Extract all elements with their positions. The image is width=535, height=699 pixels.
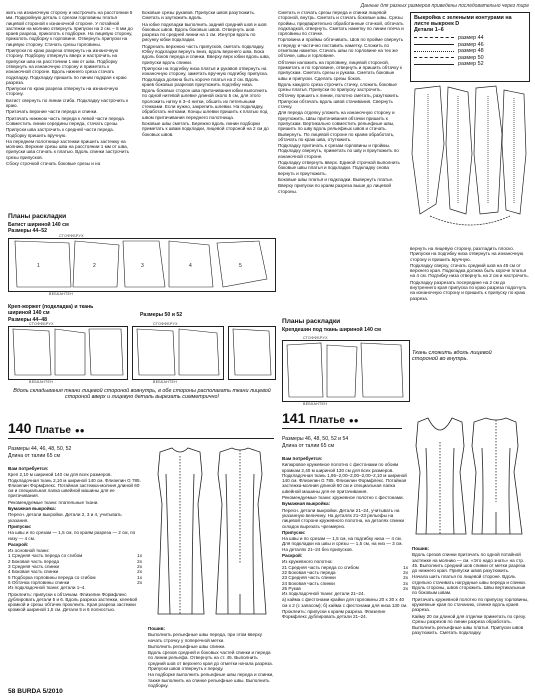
legend-row: размер 50 bbox=[414, 54, 526, 61]
sewing-title: Пошив: bbox=[148, 626, 166, 631]
paragraph: На переднем полотнище застежки пришить застежку на молнию. Верхние срезы шва на расстоянии 1 мм от шва, припуски шва стачать к платью. Вдоль спинки застрочить срезы припусков. bbox=[6, 138, 129, 160]
fabric3-sizes: Размеры 50 и 52 bbox=[140, 312, 183, 318]
layout141-note: Ткань сложить вдоль лицевой стороной во внутрь. bbox=[412, 350, 492, 363]
layout-plan-2: СТОФФБРУХ ВЕБКАНТЕН bbox=[8, 326, 128, 380]
paragraph: жить на изнаночную сторону и настрочить на расстоянии 5 мм. Подкройную деталь с срезом горловины платья лицевой стороной к изнаночной стороне. У потайной застежки на молнию отвернуть припуски на 2 см. – 5 мм до краев разреза, приколоть к подборке. На лицевую сторону, приколоть подборку к горловине. Отвернуть припуски на лицевую сторону. Стачать срезы горловины. bbox=[6, 10, 133, 47]
cut-list bbox=[282, 565, 408, 591]
legend-row: размер 48 bbox=[414, 48, 526, 55]
fabric1-label: Батист шириной 140 см bbox=[8, 222, 69, 228]
pattern-title: Бумажная выкройка: bbox=[282, 501, 331, 507]
dress-140-drawing bbox=[150, 444, 274, 622]
paragraph: Припуски по краю разреза отвернуть на изнаночную сторону. bbox=[6, 86, 119, 97]
model141-sizes: Размеры 46, 48, 50, 52 и 54 bbox=[282, 436, 349, 442]
paragraph: Горловина и проймы обтачивать. Шов по пройме свернуть к переду и частично поставить наметку. Сложить по отметкам наметки. Стачать швы по горловине на тех же обтачке, швы и горловине. bbox=[278, 37, 404, 59]
list-item: 3 Средняя часть спинки 2х bbox=[8, 564, 142, 570]
paragraph: Обтачки наложить на горловину, лицевой стороной, приметать и по горловине, отвернуть и пришить обтачку к припускам. Сметать срезы и рукава. Сметать боковые швы и припуски. Сделать срезы боков. bbox=[278, 59, 402, 81]
cut-list bbox=[8, 553, 142, 585]
fabric1-sizes: Размеры 44–52 bbox=[8, 228, 47, 234]
list-item: 25 Рукав 2х bbox=[282, 585, 408, 591]
paragraph: Выполнить рельефные швы спинки. bbox=[148, 643, 226, 649]
list-item: 22 Боковая часть переда 2х bbox=[282, 569, 408, 575]
dress-141-drawing bbox=[412, 412, 530, 540]
cut-sub: Из основной ткани: bbox=[8, 548, 50, 554]
cut-title: Раскрой: bbox=[282, 553, 303, 559]
model140-details bbox=[8, 466, 142, 613]
paragraph: Притачать кружевной полотно по припуску горловины, кружевные края по стачанию, спинке вдоль краев разреза. bbox=[412, 596, 529, 613]
layout-plan-3: СТОФФБРУХ ВЕБКАНТЕН bbox=[132, 326, 224, 380]
list-item: 24 Боковая часть спинки 2х bbox=[282, 580, 408, 586]
legend-row: размер 52 bbox=[414, 61, 526, 68]
pattern-title: Бумажная выкройка: bbox=[8, 506, 57, 512]
layout-plan-141: СТОФФБРУХ ВЕБКАНТЕН bbox=[282, 340, 410, 402]
text-column-2 bbox=[142, 10, 270, 137]
paragraph: Сметать и стачать срезы переда и спинки лицевой стороной, внутрь. Сметать и стачать боковые швы. Срезы проймы, предварительно обработанные стачкой, обтачать подкладкой, отвернуть. Сметать наметку по линии плеча и горловины по стачке. bbox=[278, 10, 404, 37]
text-column-1 bbox=[6, 10, 134, 166]
model140-length: Длина от талии 65 см bbox=[8, 453, 61, 459]
model140-sizes: Размеры 44, 46, 48, 50, 52 bbox=[8, 446, 72, 452]
cut-sub2: Из подкладочной ткани: детали 1–4. bbox=[8, 585, 86, 591]
paragraph: Для переда отделку уложить на изнаночную сторону и приутюжить. Швы притачивания обтачки пришить к припускам. Вертикально совместить рельефные швы, пришить по шву вдоль рельефных швов и стачать. Вывернуть. По лицевой стороне по краям обработать, обтачать по краю шва, отутюжить. bbox=[278, 110, 395, 142]
paragraph: Обтачку пришить к линии, полотно сметать, разутюжить. Припуски обтачать вдоль швов стачивания. Свернуть стачку. bbox=[278, 93, 400, 110]
layouts-title: Планы раскладки bbox=[8, 213, 67, 220]
paragraph: Подкладку разрезать посередине на 2 см до внутреннего края припуска по краю разреза подогнуть на изнаночную сторону и пришить к припуску по краю разреза. bbox=[410, 279, 527, 301]
legend-details: Детали 1–6 bbox=[414, 27, 444, 34]
svg-text:1: 1 bbox=[37, 263, 40, 269]
need-title: Вам потребуется: bbox=[8, 466, 49, 471]
page-number: 58 bbox=[8, 688, 16, 695]
model141-details bbox=[282, 456, 408, 620]
size-legend bbox=[410, 12, 530, 82]
legend-title: Выкройка с зелеными контурами на листе выкроек D bbox=[414, 15, 512, 28]
paragraph: Притачать верхние части переда и спинки. bbox=[6, 109, 98, 115]
model141-heading: 141 Платье ●● bbox=[282, 410, 359, 426]
fabrics-text: Рекомендуемые ткани: кружевное полотно с фестонами. bbox=[282, 495, 404, 501]
paragraph: Батист свернуть по линии сгиба. Подкладку настрочить к краю. bbox=[6, 97, 129, 109]
paragraph: На юбке подкладки выполнить задний средний шов и шов боковых швов. Вдоль боковых швов. Отвернуть шов разреза по средней линии на 1 см. Изнутри вдоль по рисунку юбки подкладки. bbox=[142, 21, 267, 43]
allow-text: На швы и по срезам — 1,5 см, на подгибку низа — 4 см. Для подкладки на швы и срезы — 1,5 см, на низ — 3 см. На деталях 21–24 без припусков. bbox=[282, 536, 403, 552]
model140-number: 140 bbox=[8, 420, 32, 436]
list-item: 5 Подборка горловины переда со сгибом 1х bbox=[8, 574, 142, 580]
fabric2-sizes: Размеры 44–48 bbox=[8, 317, 47, 323]
paragraph: Вверху припуски по краям разреза выше до лицевой стороны. bbox=[278, 183, 392, 194]
legend-row: размер 46 bbox=[414, 41, 526, 48]
paragraph: Выполнить рельефные швы переда, при этом вверху начать строчку у поперечной метки. bbox=[148, 632, 263, 643]
allow-title: Припуски: bbox=[8, 523, 32, 529]
issue: 5/2010 bbox=[42, 688, 63, 695]
layout-plan-1: СТОФФБРУХ ВЕБКАНТЕН 1 2 3 4 5 bbox=[8, 238, 276, 292]
list-item: 21 Средняя часть переда со сгибом 1х bbox=[282, 564, 408, 570]
paragraph: Подкладку притачать к срезам горловины и проймы. Подкладку свернуть, приметать по шву и приутюжить по изнаночной стороне. bbox=[278, 143, 399, 159]
paragraph: Начала шить платья по лицевой стороне. Вдоль отдельно стачивать нагрудные швы переда и спинки. Вдоль стороны, швов сторожить. Швы вертикальные по боковым швам. bbox=[412, 574, 526, 596]
paragraph: На подборке выполнить рельефные швы переда и спинки, также выполнить на спинке рельефные швы. Выполнить подборку. bbox=[148, 672, 274, 688]
cut-sub: Из кружевного полотна: bbox=[282, 559, 333, 565]
paragraph: Вдоль боковых сторон шва притачивания юбки выполнить по одной нитевой шлевке длиной около 5 см, для этого проложить нитку в 3–4 нитки, обшить их петельными стежками. Если нужно, закрепить шлевки. На подкладку, обработать нитками. Концы шлевки пришить к платью под швом притачивания переднего полотнища. bbox=[142, 88, 268, 120]
pattern-pieces-drawing bbox=[410, 84, 530, 244]
allow-text: На швы и по срезам — 1,5 см, по краям разреза — 2 см, по низу — 4 см. bbox=[8, 530, 136, 541]
tail-text-2: Проклеить: припуски к краям разреза. Флизелин Формфлекс дублировать детали 21–24. bbox=[282, 609, 386, 620]
svg-text:4: 4 bbox=[189, 263, 192, 269]
paragraph: Припуски на подгибку низа платья и рукавов отвернуть на изнаночную сторону, заметать вручную подгибку припуска. Подкладка должна быть короче платья на 2 см. Вдоль краев боковых разрезов приутюжить подгибку низа. bbox=[142, 65, 269, 87]
model140-heading: 140 Платье ●● bbox=[8, 420, 85, 436]
svg-text:3: 3 bbox=[141, 263, 144, 269]
list-item: 1 Средняя часть переда со сгибом 1х bbox=[8, 553, 142, 559]
svg-text:5: 5 bbox=[239, 263, 242, 269]
paragraph: Подкладку сверху, стачать средний шов на 45 см от верхнего края. Подкладка должна быть короче платья на 4 см. Подгибку низа отвернуть на 2 см и настрочить. bbox=[410, 262, 529, 279]
tail-text: Проклеить: припуски к обтачкам. Флизелин Формфлекс дублировать детали 5 и 6. Вдоль разреза застежки, клеевой кромкой и срезы обтачек проклеить. Края разреза застежки кромкой шириной 1,5 см. Детали 5 и 6 полностью. bbox=[8, 591, 138, 613]
paragraph: Боковые срезы рукавов. Припуски швов разутюжить. Сметать и заутюжить вдоль. bbox=[142, 10, 256, 21]
list-item: 2 Боковая часть переда 2х bbox=[8, 558, 142, 564]
footer bbox=[8, 688, 63, 695]
sewing141 bbox=[412, 546, 530, 636]
list-item: 4 Боковая часть спинки 2х bbox=[8, 569, 142, 575]
brand: BURDA bbox=[17, 688, 41, 695]
paragraph: Вдоль каждого среза строчить стачку, сложить боковые срезы платья. Припуски по припуску застрочить. bbox=[278, 81, 397, 93]
paragraph: Припуски шва застрочить к средней части переда. Подборку пришить вручную. bbox=[6, 127, 114, 138]
paragraph: Притачать нижнюю часть переда к левой части переда. Совместить линии середины переда, стачать срезы. bbox=[6, 115, 126, 126]
need-text: Кипюровое кружевное полотно с фестонами по обоим кромкам 2,40 м шириной 130 см для всех размеров. Подкладочная ткань 1,95–2,00–2,00–2,00–2,10 м шириной 140 см. Флизелин G 785. Флизелин Формфлекс. Потайная застежка-молния длиной 60 см и специальная лапка швейной машины для ее притачивания. bbox=[282, 462, 407, 494]
list-item: 23 Средняя часть спинки 2х bbox=[282, 575, 408, 581]
layout141-fabric: Крепдешин под ткань шириной 140 см bbox=[282, 327, 381, 333]
list-item: 6 Обтачка горловины спинки 2х bbox=[8, 579, 142, 585]
model141-title: Платье bbox=[309, 415, 345, 426]
paragraph: Сбоку строчкой стачать боковые срезы и на bbox=[6, 161, 101, 167]
need-text: Креп 2,10 м шириной 140 см для всех размеров. Подкладочная ткань 2,10 м шириной 140 см. Флизелин G 785. Флизелин Формфлекс. Потайная застежка-молния длиной 60 см и специальная лапка швейной машины для ее притачивания. bbox=[8, 472, 141, 499]
paragraph: Боковые швы платья и подкладки. Вывернуть платье. bbox=[278, 176, 394, 182]
pattern-text: Пересн. детали выкройки. Детали 2, 3 и 4, учитывать указания. bbox=[8, 512, 122, 523]
model141-number: 141 bbox=[282, 410, 306, 426]
paragraph: Вдоль срезов спинки притачать по одной потайной застежке на молнию — см. «Это надо знать» на стр. 45. Выполнить средний шов спинки от метки разреза до нижнего края. Припуски швов разутюжить. bbox=[412, 552, 526, 574]
paragraph: Подрезать верхнюю часть припусков, сметать подкладку. Юбку подкладки вернуть вниз, вдоль верхнего шва. Бока вдоль боков переда и спинки. Вверху верх юбки вдоль шва, припуски вдоль спинки. bbox=[142, 43, 270, 65]
layout-plan-4 bbox=[228, 326, 276, 380]
header-note: Данные для разных размеров приведены последовательно через тире bbox=[360, 3, 529, 9]
sewing-title: Пошив: bbox=[412, 546, 430, 551]
tail-text: а) кайма с фестонами крайки для горловины 20 х 30 х 40 см х 2 (с запасом); б) кайма с фестонами для низа 130 см. bbox=[282, 597, 408, 608]
model140-title: Платье bbox=[35, 425, 71, 436]
paragraph: Подкладку отвернуть вверх. Единой строчкой выполнить боковые швы платья и подкладки. Подкладку снова вернуть и приутюжить. bbox=[278, 160, 400, 176]
paragraph: вернуть на лицевую сторону, разгладить плоско. Припуски на подгибку низа отвернуть на изнаночную сторону и пришить вручную. bbox=[410, 246, 524, 262]
layout141-title: Планы раскладки bbox=[282, 318, 341, 325]
layouts-note: Вдоль складывания ткани лицевой стороной вовнутрь, в обе стороны располагать ткани лицевой стороной вверх и лицевую деталь вырезать симметрично! bbox=[13, 388, 271, 401]
text-column-4 bbox=[410, 246, 530, 301]
need-title: Вам потребуется: bbox=[282, 456, 323, 461]
cut-title: Раскрой: bbox=[8, 541, 29, 547]
paragraph: Кайму 20 см длиной для отделки приметать по срезу. Срезы разрезов по линии разреза обработать. bbox=[412, 613, 526, 624]
svg-text:2: 2 bbox=[93, 263, 96, 269]
paragraph: Боковые швы сметать. Бережно вдоль линии подборки приметать к швам подкладки, лицевой стороной на 2 см до боковых швов. bbox=[142, 120, 269, 137]
fabric2-label: Креп-жоржет (подкладка) и ткань шириной 140 см bbox=[8, 304, 94, 316]
legend-row: размер 44 bbox=[414, 35, 526, 42]
paragraph: Вдоль срезов средней и боковых частей спинки и переда по линии рельефа. Отвернуть на ст. 45. Выполнить средний шов от верхнего края до отметки начала разреза. Припуски швов отвернуть к переду. bbox=[148, 650, 273, 672]
pattern-text: Пересн. детали выкройки. Детали 21–24, учитывать на указанную величину. На деталях 21–23 рельефы на лицевой стороне кружевного полотна, на деталях спинки складок вырезать чрезмерно. bbox=[282, 507, 405, 529]
paragraph: Припуски по краю разреза отвернуть на изнаночную сторону. Подборку отвернуть вверх и настрочить на припуски шва на расстоянии 1 мм от шва. Подборку отвернуть на изнаночную сторону и приметать к изнаночной стороне. Вдоль нижнего среза стачать подкладку. Подкладку пришить по линии подкрая к краю разреза. bbox=[6, 48, 127, 85]
text-column-3 bbox=[278, 10, 404, 194]
fabrics-text: Рекомендуемые ткани: плательные ткани. bbox=[8, 499, 99, 505]
paragraph: Выполнить рельефные швы платья. Припуски швов разутюжить. Сметать подкладку. bbox=[412, 625, 524, 636]
model141-length: Длина от талии 65 см bbox=[282, 443, 335, 449]
cut-sub2: Из подкладочной ткани: детали 21–24. bbox=[282, 591, 365, 597]
allow-title: Припуски: bbox=[282, 529, 306, 535]
sewing140 bbox=[148, 626, 276, 688]
